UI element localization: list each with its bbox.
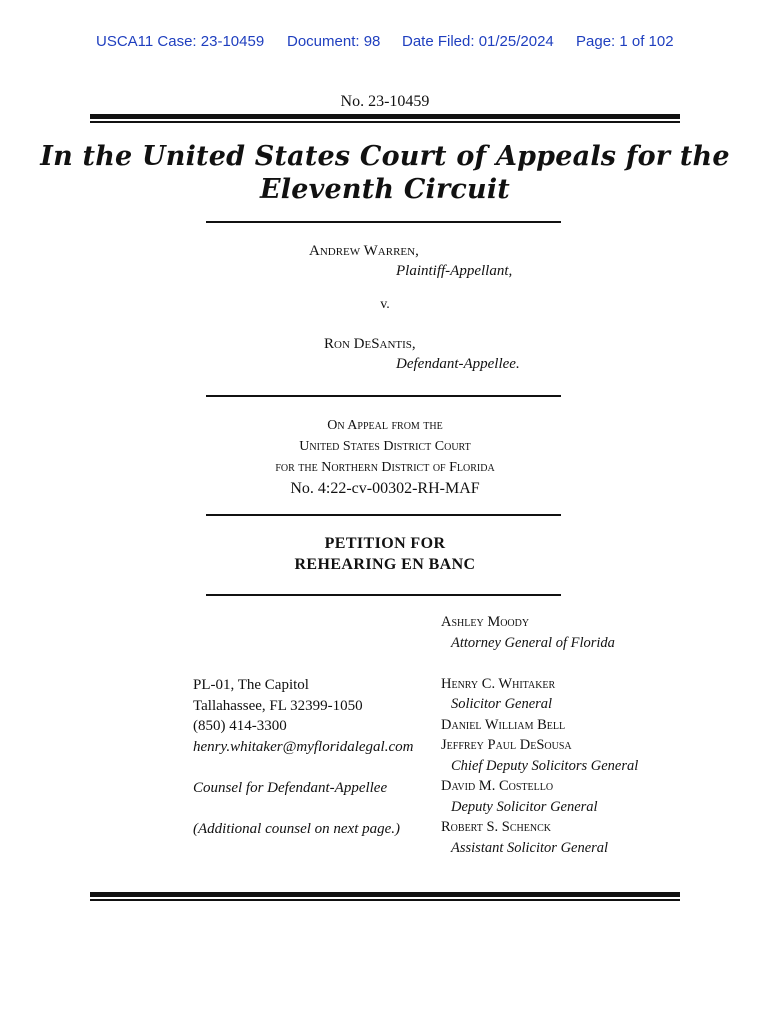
attorney-title: Assistant Solicitor General bbox=[451, 839, 609, 856]
attorney-title: Attorney General of Florida bbox=[451, 634, 615, 651]
court-title-line2: Eleventh Circuit bbox=[260, 174, 510, 205]
defendant-role: Defendant-Appellee. bbox=[396, 356, 520, 372]
header-page: Page: 1 of 102 bbox=[576, 33, 674, 50]
divider bbox=[206, 395, 561, 397]
attorney-title: Chief Deputy Solicitors General bbox=[451, 757, 639, 774]
attorney-title: Solicitor General bbox=[451, 696, 553, 712]
additional-counsel-note: (Additional counsel on next page.) bbox=[193, 820, 401, 837]
attorney-block bbox=[441, 612, 638, 858]
attorney-name: Jeffrey Paul DeSousa bbox=[441, 737, 572, 753]
defendant-name: Ron DeSantis, bbox=[324, 336, 416, 352]
contact-block bbox=[193, 675, 413, 839]
email: henry.whitaker@myfloridalegal.com bbox=[193, 738, 414, 755]
address-line2: Tallahassee, FL 32399-1050 bbox=[193, 697, 363, 714]
bottom-double-rule bbox=[90, 892, 680, 901]
court-title bbox=[0, 140, 770, 206]
attorney-name: Robert S. Schenck bbox=[441, 819, 551, 835]
address-line1: PL-01, The Capitol bbox=[193, 677, 309, 693]
plaintiff-name: Andrew Warren, bbox=[309, 243, 419, 259]
appeal-line2: United States District Court bbox=[299, 439, 471, 454]
appeal-line1: On Appeal from the bbox=[327, 418, 443, 433]
divider bbox=[206, 514, 561, 516]
attorney-name: Daniel William Bell bbox=[441, 716, 566, 733]
appeal-line3: for the Northern District of Florida bbox=[275, 460, 495, 475]
attorney-name: Ashley Moody bbox=[441, 614, 530, 630]
district-docket: No. 4:22-cv-00302-RH-MAF bbox=[290, 480, 480, 497]
plaintiff-role: Plaintiff-Appellant, bbox=[396, 263, 513, 279]
appeal-block bbox=[0, 415, 770, 499]
versus: v. bbox=[380, 297, 390, 312]
case-number: No. 23-10459 bbox=[340, 93, 430, 110]
divider bbox=[206, 594, 561, 596]
divider bbox=[206, 221, 561, 223]
petition-line1: PETITION FOR bbox=[324, 535, 446, 552]
counsel-for: Counsel for Defendant-Appellee bbox=[193, 779, 388, 796]
document-title bbox=[0, 533, 770, 575]
attorney-name: David M. Costello bbox=[441, 778, 554, 794]
header-case: USCA11 Case: 23-10459 bbox=[96, 33, 265, 50]
court-title-line1: In the United States Court of Appeals for the bbox=[40, 141, 730, 172]
petition-line2: REHEARING EN BANC bbox=[294, 556, 476, 573]
top-double-rule bbox=[90, 114, 680, 123]
phone: (850) 414-3300 bbox=[193, 718, 287, 734]
header-document: Document: 98 bbox=[287, 33, 381, 50]
header-date-filed: Date Filed: 01/25/2024 bbox=[402, 33, 554, 50]
attorney-title: Deputy Solicitor General bbox=[451, 798, 598, 815]
attorney-name: Henry C. Whitaker bbox=[441, 675, 556, 692]
